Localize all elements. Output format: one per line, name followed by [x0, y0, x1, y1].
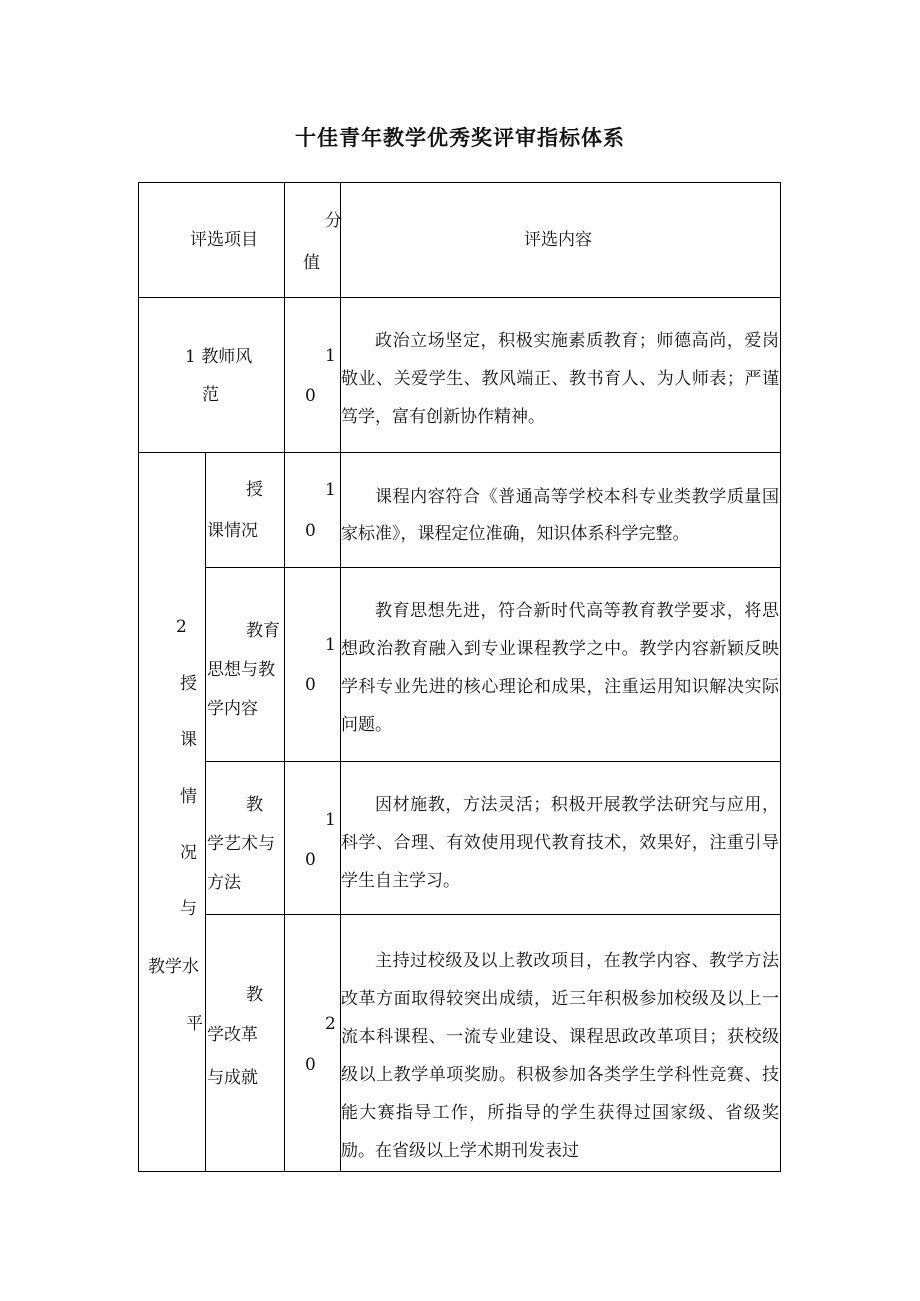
sub3-name-line2: 学艺术与	[207, 834, 275, 854]
table-rule	[284, 182, 285, 1172]
sub4-score-part2: 0	[305, 1055, 316, 1075]
row1-item-line2: 范	[202, 385, 219, 405]
sub4-name-line3: 与成就	[207, 1068, 258, 1088]
row1-content: 政治立场坚定，积极实施素质教育；师德高尚，爱岗敬业、关爱学生、教风端正、教书育人、为人师表；严谨笃学，富有创新协作精神。	[341, 331, 779, 427]
sub4-name-line1: 教	[246, 985, 263, 1005]
sub2-score-part1: 1	[325, 635, 336, 655]
sub1-score-part1: 1	[325, 480, 336, 500]
sub3-name-line3: 方法	[207, 873, 241, 893]
header-content: 评选内容	[524, 230, 592, 250]
group2-label-char: 况	[180, 843, 197, 863]
group2-label-char: 授	[180, 674, 197, 694]
row1-item-line1: 1 教师风	[185, 347, 253, 367]
group2-label-tail2: 平	[186, 1014, 203, 1034]
row1-score-part1: 1	[325, 346, 336, 366]
sub2-name-line2: 思想与教	[207, 660, 275, 680]
sub3-score-part2: 0	[305, 850, 316, 870]
table-rule	[205, 567, 781, 568]
group2-label-char: 2	[176, 617, 187, 637]
header-item: 评选项目	[190, 230, 258, 250]
sub4-name-line2: 学改革	[207, 1025, 258, 1045]
group2-label-char: 与	[180, 899, 197, 919]
sub4-score-part1: 2	[325, 1014, 336, 1034]
table-border-bottom	[138, 1171, 781, 1172]
table-border-top	[138, 182, 781, 183]
page-title: 十佳青年教学优秀奖评审指标体系	[295, 126, 625, 150]
sub2-score-part2: 0	[305, 675, 316, 695]
table-rule	[205, 914, 781, 915]
sub1-content: 课程内容符合《普通高等学校本科专业类教学质量国家标准》，课程定位准确，知识体系科学完整。	[341, 487, 779, 544]
sub2-name-line1: 教育	[246, 621, 280, 641]
header-score-part1: 分	[325, 211, 342, 231]
table-rule	[138, 297, 781, 298]
table-border-left	[138, 182, 139, 1172]
sub3-score-part1: 1	[325, 810, 336, 830]
group2-label-tail1: 教学水	[148, 957, 199, 977]
table-rule	[205, 452, 206, 1172]
sub4-content: 主持过校级及以上教改项目，在教学内容、教学方法改革方面取得较突出成绩，近三年积极参加校级及以上一流本科课程、一流专业建设、课程思政改革项目；获校级级以上教学单项奖励。积极参加各类学生学科性竞赛、技能大赛指导工作，所指导的学生获得过国家级、省级奖励。在省级以上学术期刊发表过	[341, 951, 779, 1161]
group2-label-char: 情	[180, 787, 197, 807]
group2-label-char: 课	[180, 730, 197, 750]
table-rule	[138, 452, 781, 453]
header-score-part2: 值	[303, 253, 320, 273]
row1-score-part2: 0	[305, 386, 316, 406]
table-border-right	[780, 182, 781, 1172]
sub3-name-line1: 教	[246, 795, 263, 815]
sub1-name-line2: 课情况	[207, 521, 258, 541]
sub2-name-line3: 学内容	[207, 699, 258, 719]
sub3-content: 因材施教，方法灵活；积极开展教学法研究与应用，科学、合理、有效使用现代教育技术，效果好，注重引导学生自主学习。	[341, 795, 779, 891]
sub1-score-part2: 0	[305, 521, 316, 541]
table-rule	[205, 761, 781, 762]
sub2-content: 教育思想先进，符合新时代高等教育教学要求，将思想政治教育融入到专业课程教学之中。教学内容新颖反映学科专业先进的核心理论和成果，注重运用知识解决实际问题。	[341, 601, 779, 735]
sub1-name-line1: 授	[246, 480, 263, 500]
